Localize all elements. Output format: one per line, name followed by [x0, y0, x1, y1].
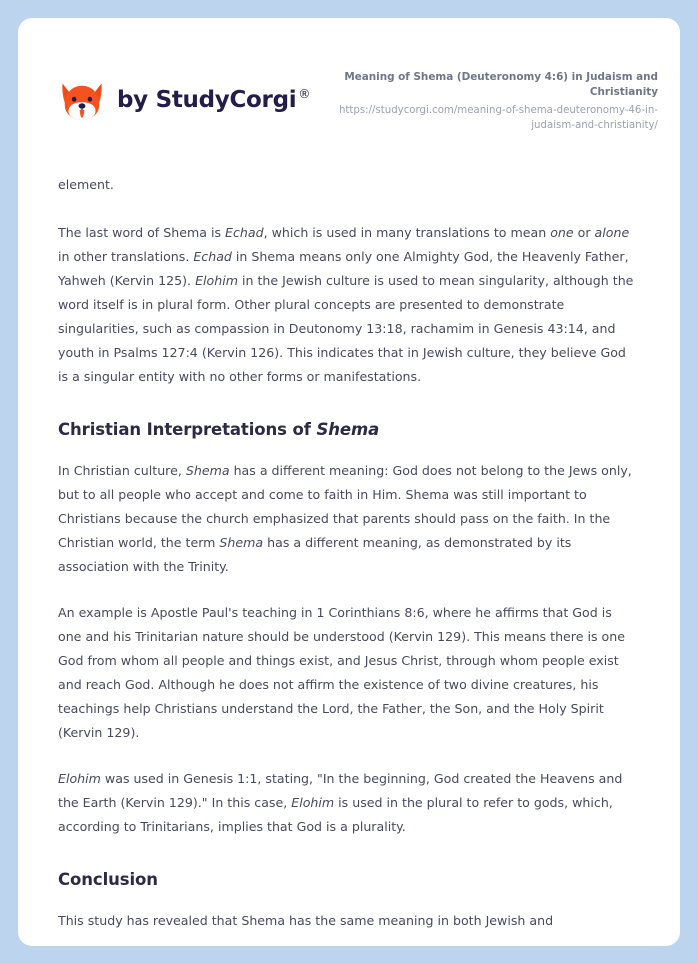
p-conclusion-body	[58, 909, 637, 933]
p-apostle-paul	[58, 601, 637, 745]
emphasized-term: one	[550, 225, 574, 240]
emphasized-term: Elohim	[58, 771, 101, 786]
text-run: The last word of Shema is	[58, 225, 226, 240]
emphasized-term: Echad	[225, 225, 264, 240]
brand-name-text: by StudyCorgi	[117, 87, 297, 113]
p-echad	[58, 221, 637, 389]
document-page-card	[18, 18, 680, 946]
p-christian-culture	[58, 459, 637, 579]
text-run: in Shema means only one Almighty God, the Heavenly Father, Yahweh (Kervin 125).	[58, 249, 629, 288]
text-run: was used in Genesis 1:1, stating, "In the beginning, God created the Heavens and the Earth (Kervin 129)." In this case,	[58, 771, 623, 810]
text-run: in the Jewish culture is used to mean singularity, although the word itself is in plural form. Other plural concepts are presented to demonstrate singularities, such as compassion in Deutonomy 13:18, rachamim in Genesis 43:14, and youth in Psalms 127:4 (Kervin 126). This indicates that in Jewish culture, they believe God is a singular entity with no other forms or manifestations.	[58, 273, 634, 384]
text-run: Christian Interpretations of	[58, 420, 317, 439]
h-christian-interpretations	[58, 419, 637, 441]
p-elohim-genesis	[58, 767, 637, 839]
registered-trademark-icon: ®	[298, 87, 311, 102]
text-run: has a different meaning: God does not belong to the Jews only, but to all people who accept and come to faith in Him. Shema was still important to Christians because the church emphasized that parents should pass on the faith. In the Christian world, the term	[58, 463, 632, 550]
text-run: or	[573, 225, 595, 240]
emphasized-term: Echad	[193, 249, 232, 264]
emphasized-term: alone	[594, 225, 630, 240]
emphasized-term: Shema	[219, 535, 264, 550]
article-body	[18, 133, 680, 933]
brand-lockup	[58, 68, 310, 124]
text-run: element.	[58, 177, 114, 192]
text-run: An example is Apostle Paul's teaching in 1 Corinthians 8:6, where he affirms that God is one and his Trinitarian nature should be understood (Kervin 129). This means there is one God from whom all people and things exist, and Jesus Christ, through whom people exist and reach God. Although he does not affirm the existence of two divine creatures, his teachings help Christians understand the Lord, the Father, the Son, and the Holy Spirit (Kervin 129).	[58, 605, 625, 740]
h-conclusion	[58, 869, 637, 891]
page-title: Meaning of Shema (Deuteronomy 4:6) in Judaism and Christianity	[344, 71, 658, 98]
page-url: https://studycorgi.com/meaning-of-shema-deuteronomy-46-in-judaism-and-christianity/	[338, 105, 658, 131]
document-header	[18, 18, 680, 133]
emphasized-term: Elohim	[291, 795, 335, 810]
emphasized-term: Shema	[316, 420, 380, 439]
text-run: In Christian culture,	[58, 463, 186, 478]
text-run: is used in the plural to refer to gods, which, according to Trinitarians, implies that God is a plurality.	[58, 795, 613, 834]
brand-name	[117, 87, 310, 113]
text-run: , which is used in many translations to mean	[263, 225, 551, 240]
text-run: Conclusion	[58, 870, 158, 889]
text-run: has a different meaning, as demonstrated by its association with the Trinity.	[58, 535, 572, 574]
text-run: This study has revealed that Shema has the same meaning in both Jewish and	[58, 913, 554, 928]
emphasized-term: Shema	[185, 463, 230, 478]
p-element	[58, 173, 637, 197]
header-meta	[314, 68, 658, 133]
text-run: in other translations.	[58, 249, 194, 264]
emphasized-term: Elohim	[195, 273, 238, 288]
corgi-face-logo-icon	[58, 76, 106, 124]
